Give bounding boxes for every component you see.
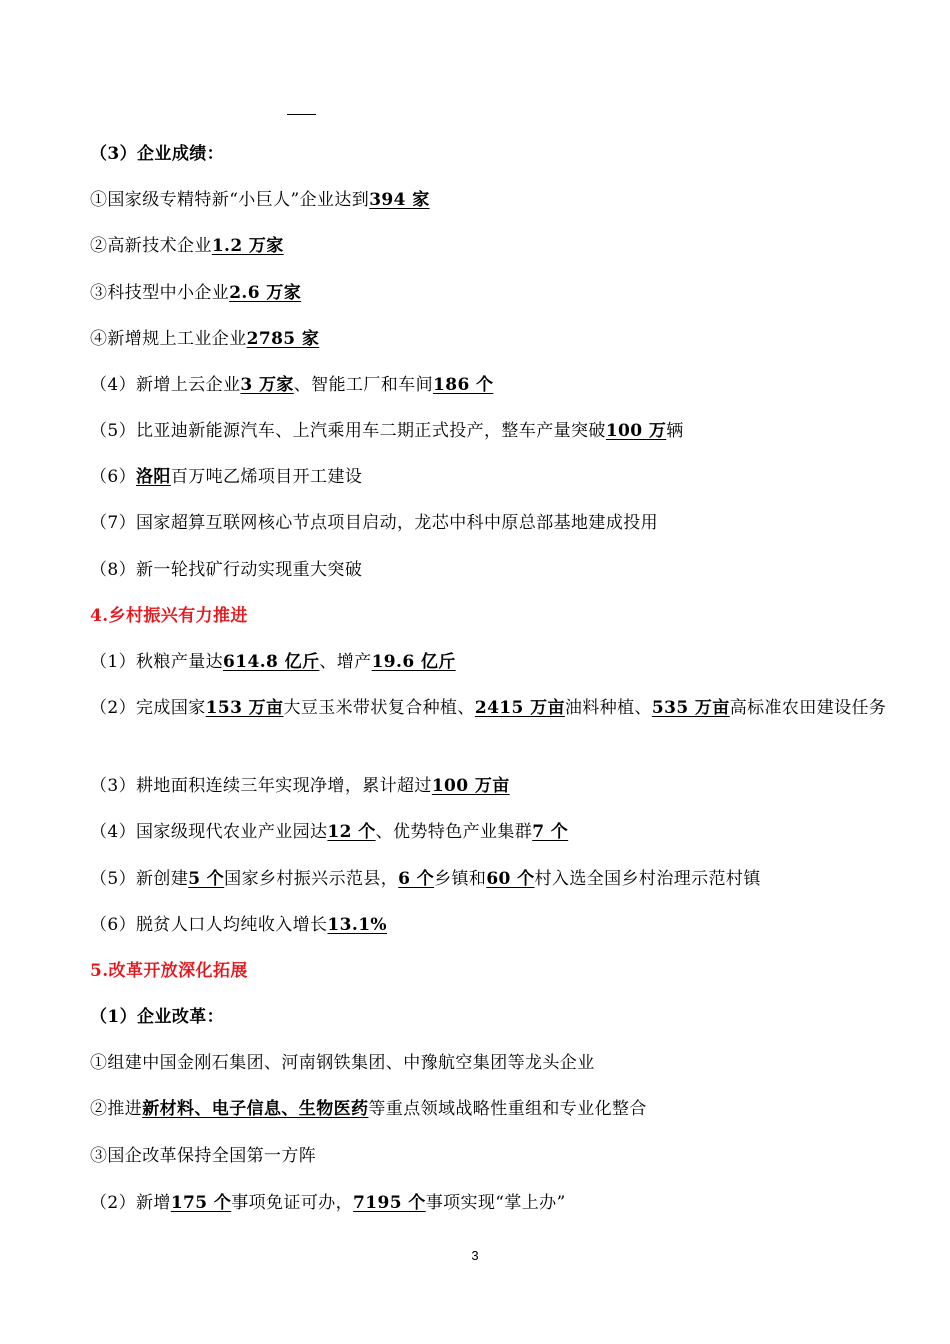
section-heading-enterprise-reform: （1）企业改革： xyxy=(90,1007,225,1027)
top-rule xyxy=(287,114,316,115)
page-number: 3 xyxy=(471,1248,479,1263)
paragraph: （4）国家级现代农业产业园达12 个、优势特色产业集群7 个 xyxy=(90,822,569,842)
section-heading-enterprise-results: （3）企业成绩： xyxy=(90,144,225,164)
list-item: ③国企改革保持全国第一方阵 xyxy=(90,1146,317,1166)
list-item: ②高新技术企业1.2 万家 xyxy=(90,236,284,256)
paragraph: （6）洛阳百万吨乙烯项目开工建设 xyxy=(90,467,363,487)
section-heading-reform-opening: 5.改革开放深化拓展 xyxy=(90,961,248,981)
paragraph: （4）新增上云企业3 万家、智能工厂和车间186 个 xyxy=(90,375,494,395)
paragraph: （3）耕地面积连续三年实现净增，累计超过100 万亩 xyxy=(90,776,510,796)
paragraph: （5）新创建5 个国家乡村振兴示范县，6 个乡镇和60 个村入选全国乡村治理示范村镇 xyxy=(90,869,761,889)
list-item: ④新增规上工业企业2785 家 xyxy=(90,329,320,349)
list-item: ③科技型中小企业2.6 万家 xyxy=(90,283,302,303)
paragraph: （2）新增175 个事项免证可办，7195 个事项实现“掌上办” xyxy=(90,1193,566,1213)
section-heading-rural-revitalization: 4.乡村振兴有力推进 xyxy=(90,606,248,626)
paragraph: （1）秋粮产量达614.8 亿斤、增产19.6 亿斤 xyxy=(90,652,456,672)
paragraph: （5）比亚迪新能源汽车、上汽乘用车二期正式投产，整车产量突破100 万辆 xyxy=(90,421,684,441)
paragraph: （8）新一轮找矿行动实现重大突破 xyxy=(90,560,363,580)
list-item: ①国家级专精特新“小巨人”企业达到394 家 xyxy=(90,190,430,210)
paragraph: （7）国家超算互联网核心节点项目启动，龙芯中科中原总部基地建成投用 xyxy=(90,513,659,533)
paragraph: （6）脱贫人口人均纯收入增长13.1% xyxy=(90,915,387,935)
list-item: ①组建中国金刚石集团、河南钢铁集团、中豫航空集团等龙头企业 xyxy=(90,1053,595,1073)
list-item: ②推进新材料、电子信息、生物医药等重点领域战略性重组和专业化整合 xyxy=(90,1099,647,1119)
paragraph: （2）完成国家153 万亩大豆玉米带状复合种植、2415 万亩油料种植、535 万亩高标准农田建设任务 xyxy=(90,698,887,718)
